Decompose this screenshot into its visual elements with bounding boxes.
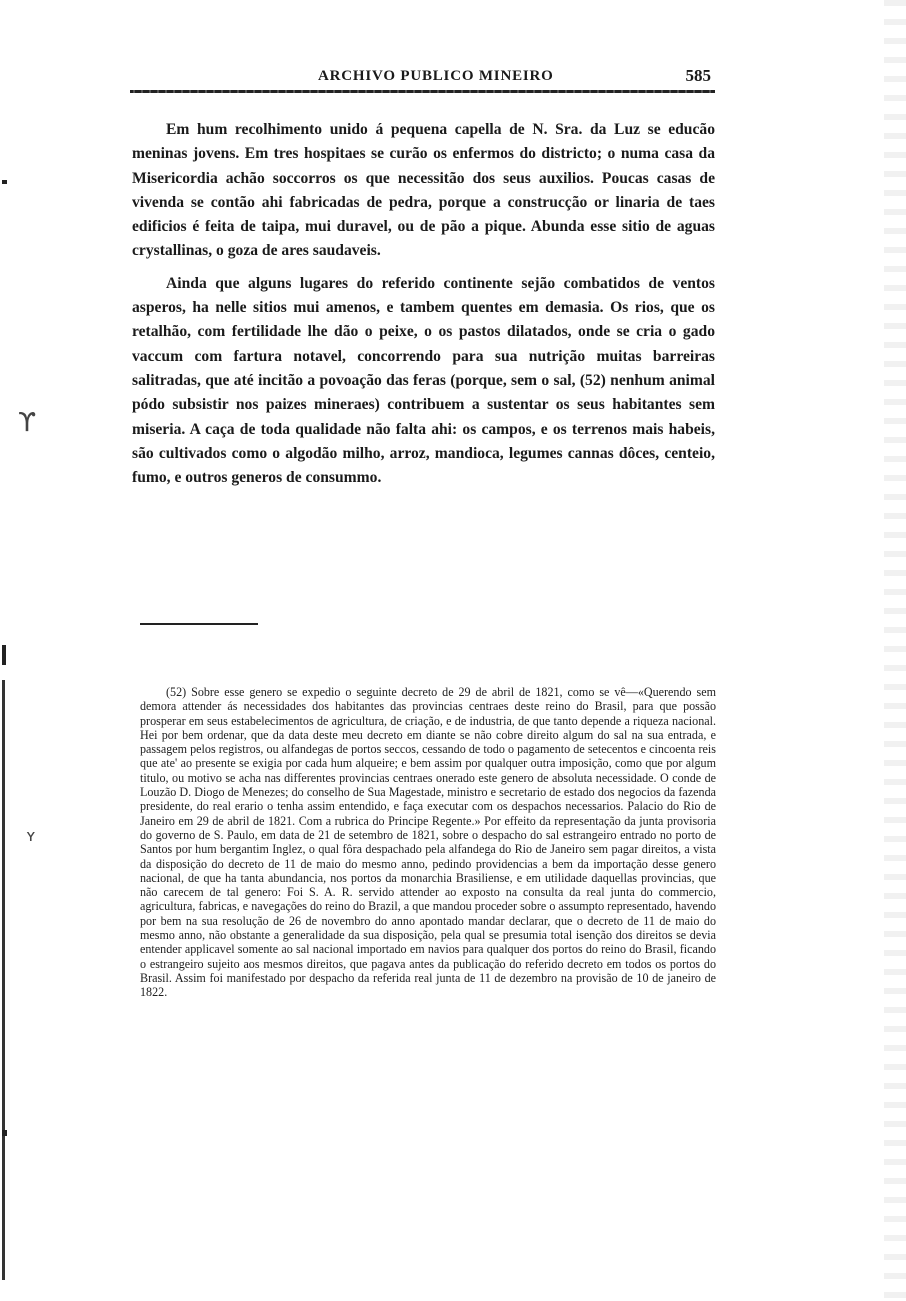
page-edge-texture xyxy=(884,0,906,1301)
margin-mark xyxy=(2,1130,7,1136)
paragraph: Em hum recolhimento unido á pequena capella de N. Sra. da Luz se educão meninas jovens. Em tres hospitaes se curão os enfermos do districto; o numa casa da Misericordia achão soccorros os que necessitão dos seus auxilios. Poucas casas de vivenda se contão ahi fabricadas de pedra, porque a construcção or linaria de taes edificios é feita de taipa, mui duravel, ou de pão a pique. Abunda esse sitio de aguas crystallinas, o goza de ares saudaveis. xyxy=(132,121,715,260)
page-number: 585 xyxy=(685,66,711,85)
page-header xyxy=(130,66,715,92)
binding-edge-line xyxy=(2,680,5,1280)
footnote-text: (52) Sobre esse genero se expedio o seguinte decreto de 29 de abril de 1821, como se vê—«Querendo sem demora attender ás necessidades dos habitantes das provincias centraes deste reino do Brasil, para que possão prosperar em seus estabelecimentos de agricultura, de criação, e de industria, de que tanto depende a riqueza nacional. Hei por bem ordenar, que da data deste meu decreto em diante se não cobre direito algum do sal na sua entrada, e passagem pelos registros, ou alfandegas de portos seccos, cessando de todo o pagamento de setecentos e cincoenta reis que ate' ao presente se exigia por cada hum alqueire; e bem assim por qualquer outra imposição, como que por algum titulo, ou motivo se acha nas differentes provincias centraes onerado este genero de absoluta necessidade. O conde de Louzão D. Diogo de Menezes; do conselho de Sua Magestade, ministro e secretario de estado dos negocios da fazenda presidente, do real erario o tenha assim entendido, e faça executar com os despachos necessarios. Palacio do Rio de Janeiro em 29 de abril de 1821. Com a rubrica do Principe Regente.» Por effeito da representação da junta provisoria do governo de S. Paulo, em data de 21 de setembro de 1821, sobre o despacho do sal estrangeiro entrado no porto de Santos por hum bergantim Inglez, o qual fôra despachado pela alfandega do Rio de Janeiro sem pagar direitos, a vista da disposição do decreto de 11 de maio do mesmo anno, pedindo providencias a bem da importação desse genero nacional, de que ha tanta abundancia, nos portos da monarchia Brasiliense, e em utilidade daquellas provincias, que não carecem de tal genero: Foi S. A. R. servido attender ao exposto na consulta da real junta do commercio, agricultura, fabricas, e navegações do reino do Brazil, a que mandou proceder sobre o assumpto representado, havendo por bem na sua resolução de 26 de novembro do anno apontado mandar declarar, que o decreto de 11 de maio do mesmo anno, não obstante a generalidade da sua disposição, pela qual se presumia total isenção dos direitos se devia entender applicavel somente ao sal nacional importado em navios para qualquer dos portos do reino do Brasil, ficando o estrangeiro sujeito aos mesmos direitos, que pagava antes da publicação do referido decreto em todos os portos do Brasil. Assim foi manifestado por despacho da referida real junta de 11 de dezembro na provisão de 10 de janeiro de 1822. xyxy=(140,685,716,1000)
pencil-annotation-mark: ʏ xyxy=(26,826,36,845)
footnote xyxy=(140,685,716,1000)
running-title: ARCHIVO PUBLICO MINEIRO xyxy=(318,68,554,84)
paragraph: Ainda que alguns lugares do referido continente sejão combatidos de ventos asperos, ha nelle sitios mui amenos, e tambem quentes em demasia. Os rios, que os retalhão, com fertilidade lhe dão o peixe, o os pastos dilatados, onde se cria o gado vaccum com fartura notavel, concorrendo para sua nutrição muitas barreiras salitradas, que até incitão a povoação das feras (porque, sem o sal, (52) nenhum animal pódo subsistir nos paizes mineraes) contribuem a sustentar os seus habitantes sem miseria. A caça de toda qualidade não falta ahi: os campos, e os terrenos mais habeis, são cultivados como o algodão milho, arroz, mandioca, legumes cannas dôces, centeio, fumo, e outros generos de consummo. xyxy=(132,274,715,487)
margin-mark xyxy=(2,180,7,184)
pencil-annotation-mark: ϒ xyxy=(18,408,37,438)
header-rule xyxy=(130,90,715,93)
main-text xyxy=(132,118,715,490)
margin-mark xyxy=(2,645,6,665)
footnote-separator xyxy=(140,623,258,625)
